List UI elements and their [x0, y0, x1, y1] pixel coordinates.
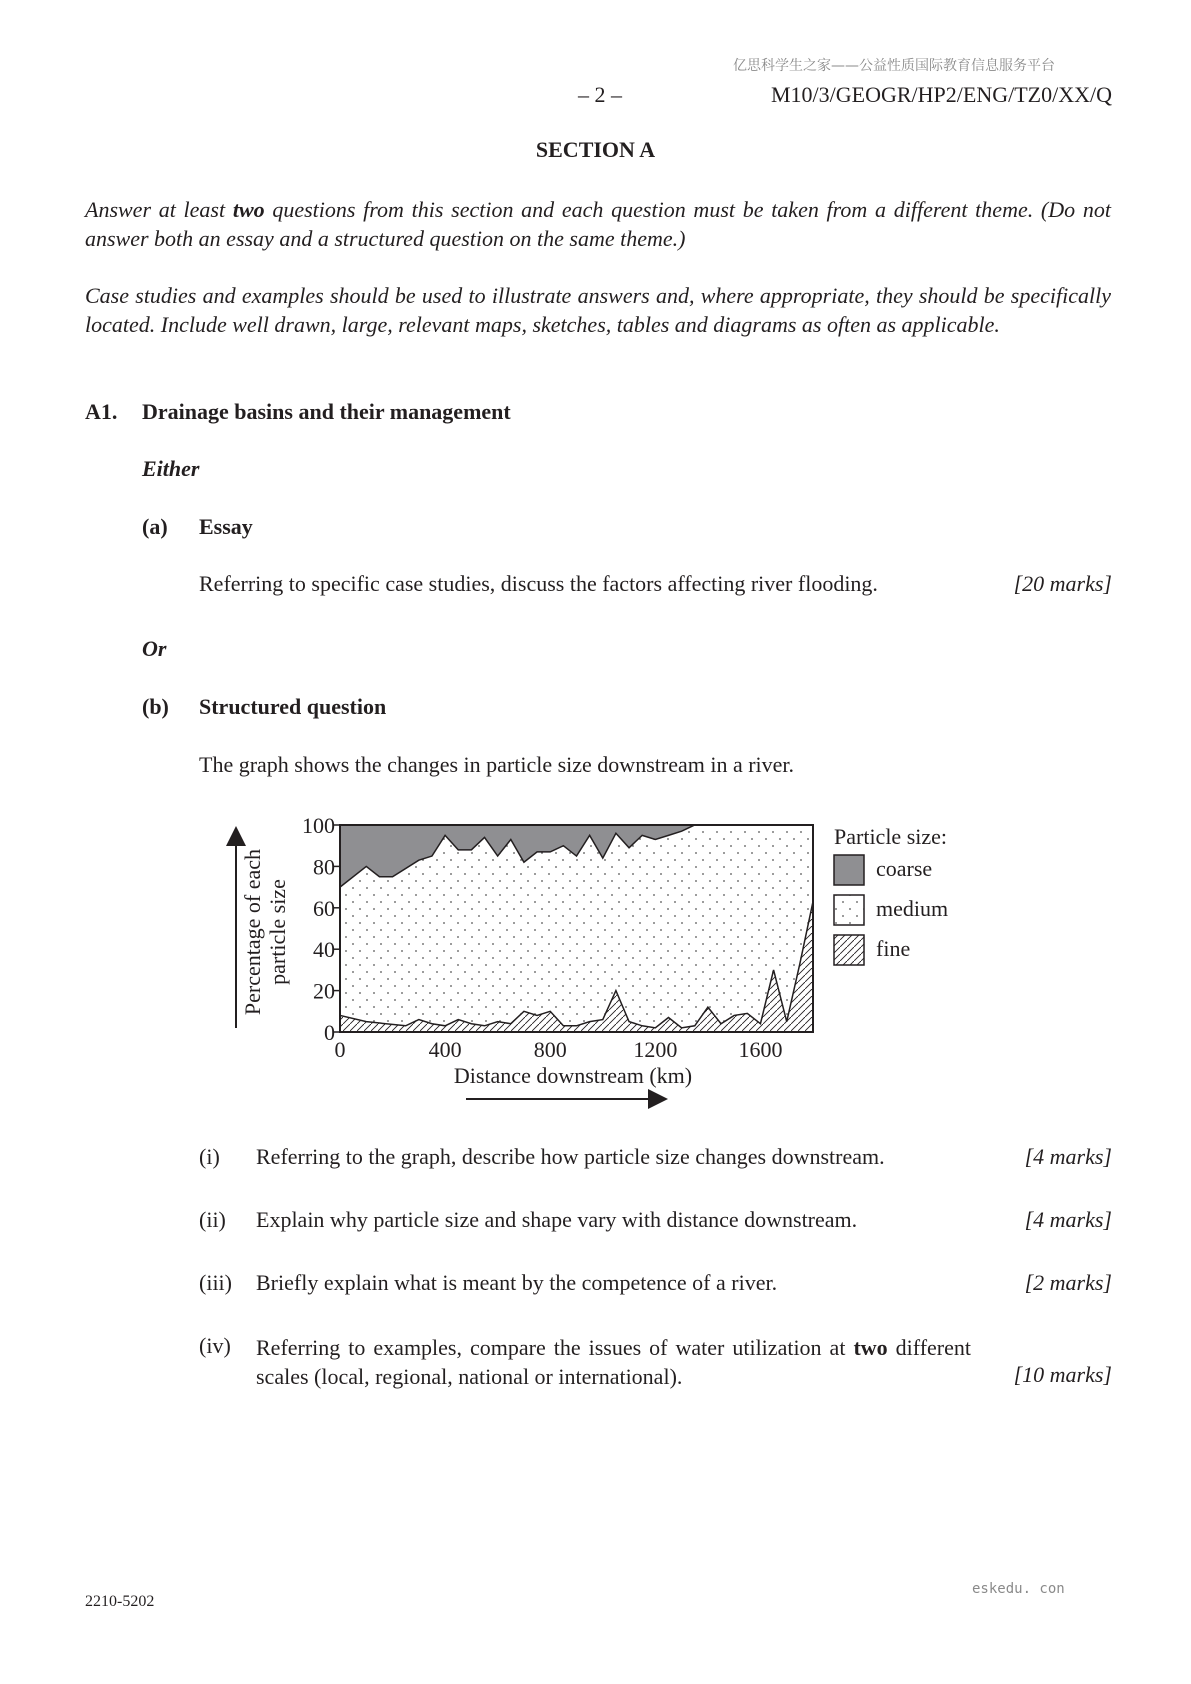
sub-iv-marks: [10 marks] [1013, 1362, 1112, 1387]
x-axis-label: Distance downstream (km) [453, 1063, 693, 1088]
y-axis-label-line-1: Percentage of each [240, 848, 265, 1016]
y-tick-label: 100 [302, 813, 335, 838]
x-tick-label: 400 [428, 1037, 462, 1062]
sub-i-marks: [4 marks] [1024, 1144, 1112, 1169]
x-tick-label: 1600 [738, 1037, 783, 1062]
particle-size-chart [0, 800, 1191, 1120]
sub-ii-label: (ii) [199, 1207, 226, 1232]
sub-ii-marks: [4 marks] [1024, 1207, 1112, 1232]
top-watermark: 亿思科学生之家——公益性质国际教育信息服务平台 [733, 58, 1055, 74]
x-tick-label: 800 [533, 1037, 567, 1062]
sub-i-text: Referring to the graph, describe how particle size changes downstream. [256, 1144, 885, 1169]
part-b-intro: The graph shows the changes in particle size downstream in a river. [199, 752, 795, 777]
legend-label-medium: medium [876, 896, 949, 921]
either-label: Either [142, 456, 200, 481]
footer-code: 2210-5202 [85, 1593, 155, 1610]
part-a-label: (a) [142, 514, 168, 539]
y-tick-label: 60 [313, 895, 335, 921]
y-tick-label: 40 [313, 937, 335, 963]
legend-title: Particle size: [834, 824, 948, 849]
part-a-marks: [20 marks] [1013, 571, 1112, 596]
sub-iv-text: Referring to examples, compare the issues of water utilization at two different scales (local, regional, national or international). [256, 1335, 971, 1389]
sub-iii-marks: [2 marks] [1024, 1270, 1112, 1295]
question-title: Drainage basins and their management [142, 399, 511, 424]
instruction-paragraph-2: Case studies and examples should be used to illustrate answers and, where appropriate, they should be specifically located. Include well drawn, large, relevant maps, sketches, tables and diagrams as often as applicable. [85, 283, 1111, 337]
legend-label-coarse: coarse [876, 856, 933, 881]
legend-swatch-medium [834, 895, 864, 925]
legend-swatch-coarse [834, 855, 864, 885]
sub-iv-label: (iv) [199, 1333, 231, 1358]
sub-iii-label: (iii) [199, 1270, 232, 1295]
part-b-title: Structured question [199, 694, 387, 719]
legend-swatch-fine [834, 935, 864, 965]
part-b-label: (b) [142, 694, 169, 719]
y-tick-label: 20 [313, 978, 335, 1004]
instruction-paragraph-1: Answer at least two questions from this section and each question must be taken from a different theme. (Do not answer both an essay and a structured question on the same theme.) [85, 197, 1111, 251]
y-tick-label: 80 [313, 854, 335, 880]
or-label: Or [142, 636, 167, 661]
part-a-text: Referring to specific case studies, discuss the factors affecting river flooding. [199, 571, 878, 596]
question-number: A1. [85, 399, 118, 424]
legend-label-fine: fine [876, 936, 911, 961]
x-tick-label: 0 [334, 1037, 346, 1062]
y-axis-label-line-2: particle size [265, 879, 290, 985]
page-number: – 2 – [578, 82, 622, 107]
sub-ii-text: Explain why particle size and shape vary with distance downstream. [256, 1207, 858, 1232]
section-title: SECTION A [535, 137, 656, 162]
sub-i-label: (i) [199, 1144, 220, 1169]
x-tick-label: 1200 [633, 1037, 678, 1062]
bottom-watermark: eskedu. con [972, 1581, 1065, 1597]
sub-iii-text: Briefly explain what is meant by the competence of a river. [256, 1270, 778, 1295]
part-a-title: Essay [199, 514, 253, 539]
y-tick-label: 0 [324, 1020, 335, 1045]
paper-code: M10/3/GEOGR/HP2/ENG/TZ0/XX/Q [771, 82, 1112, 107]
